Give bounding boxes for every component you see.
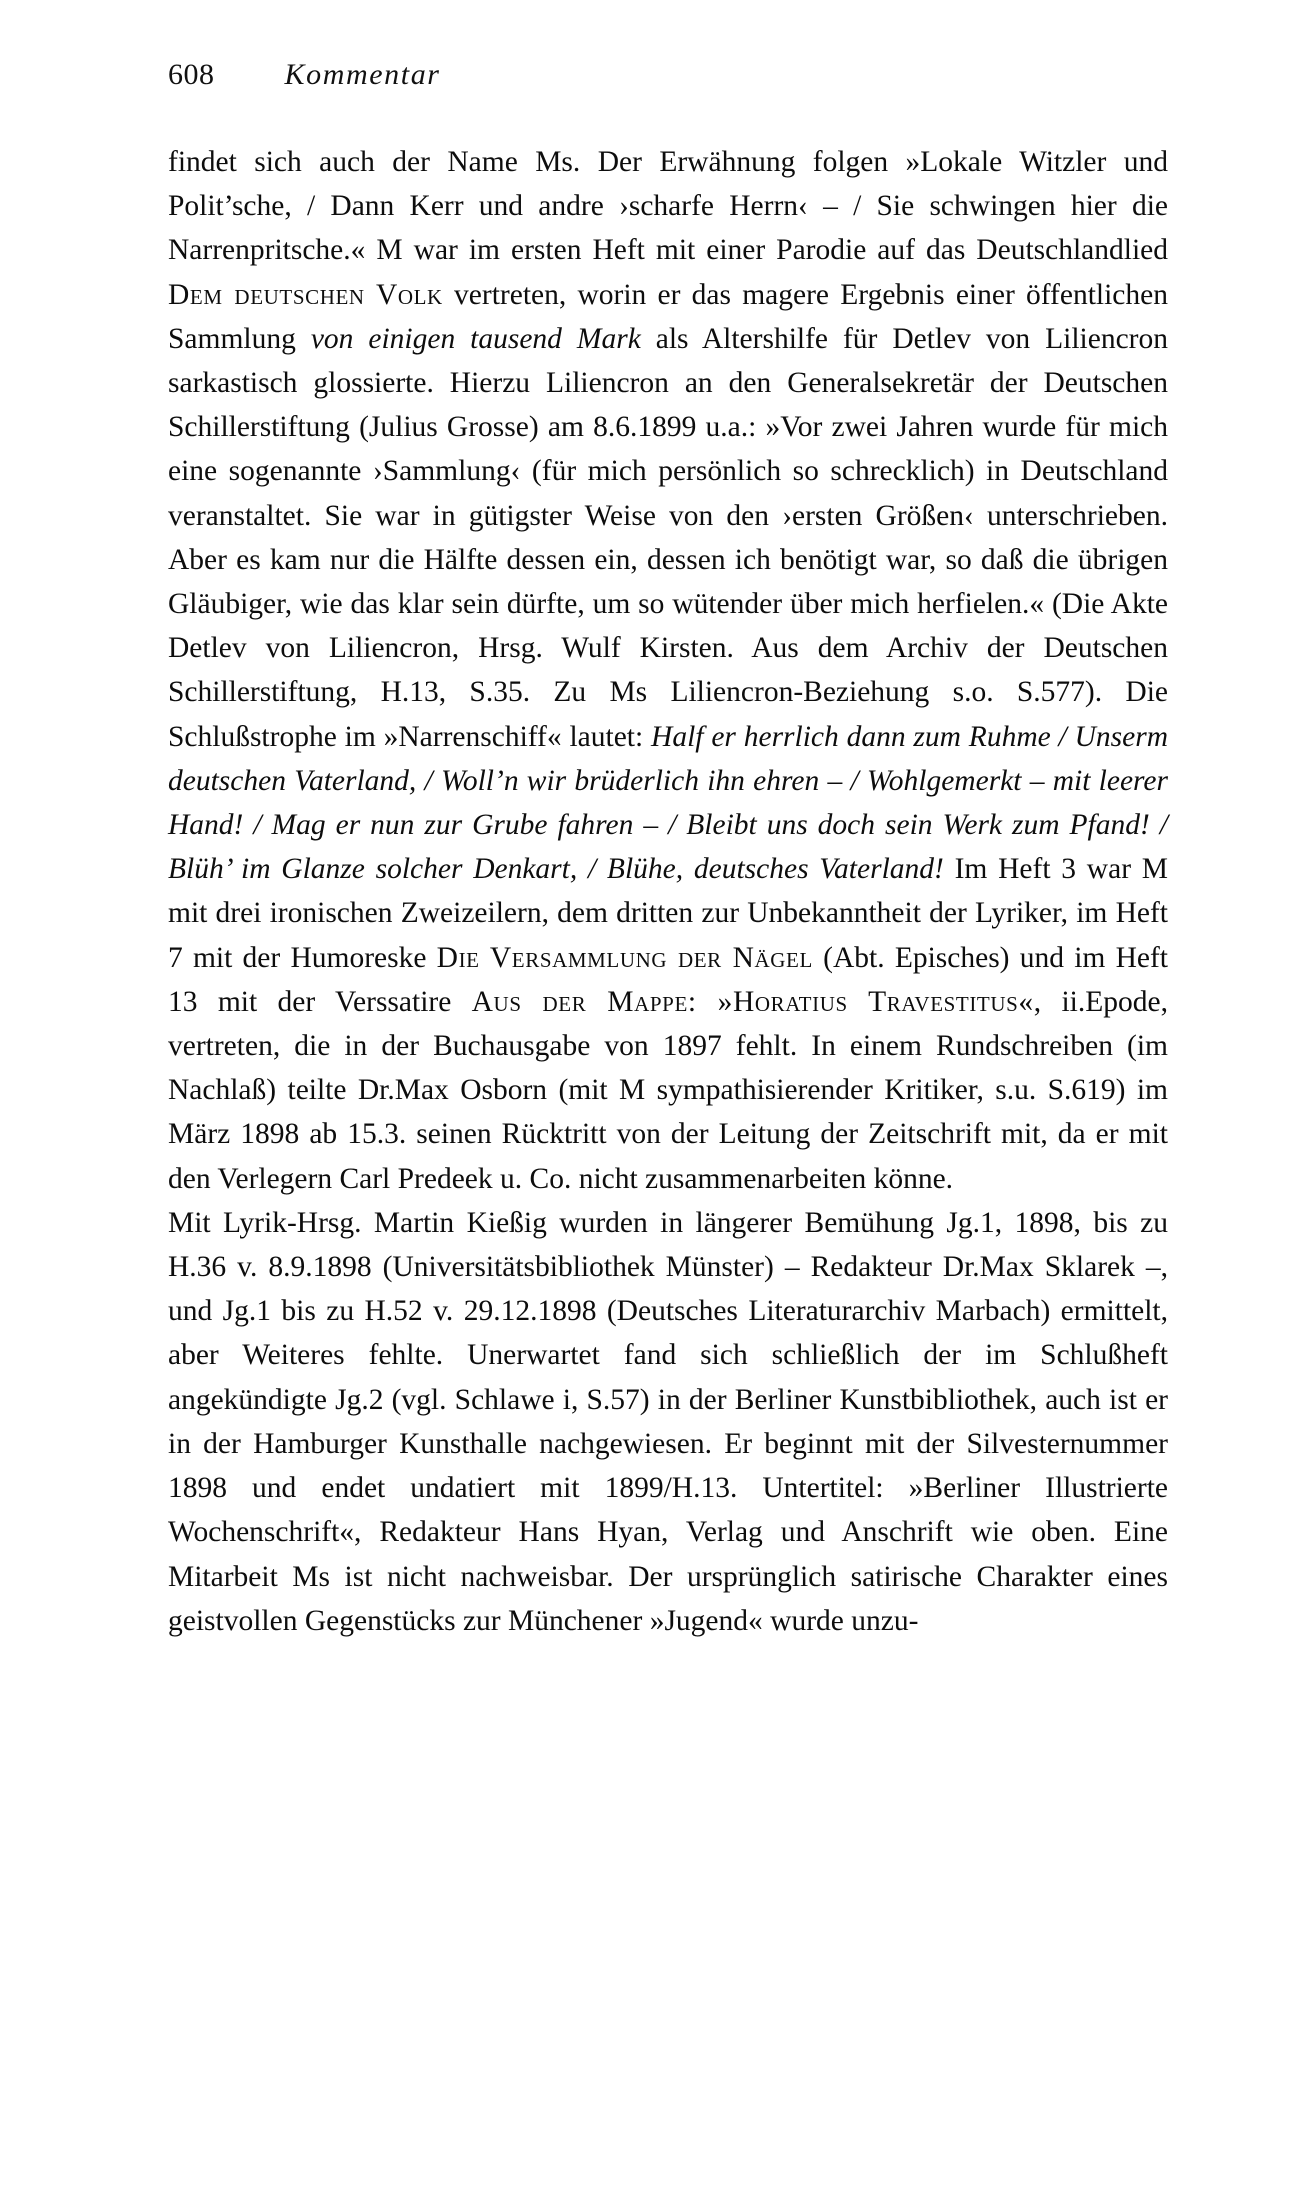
text-run: , ii.Epode, vertreten, die in der Buchausgabe von 1897 fehlt. In einem Rundschreiben (im Nachlaß) teilte Dr.Max Osborn (mit M sympathisierender Kritiker, s.u. S.619) im März 1898 ab 15.3. seinen Rücktritt von der Leitung der Zeitschrift mit, da er mit den Verlegern Carl Predeek u. Co. nicht zusammenarbeiten könne.: [168, 985, 1168, 1195]
text-run: Mit Lyrik-Hrsg. Martin Kießig wurden in längerer Bemühung Jg.1, 1898, bis zu H.36 v. 8.9.1898 (Universitätsbibliothek Münster) – Redakteur Dr.Max Sklarek –, und Jg.1 bis zu H.52 v. 29.12.1898 (Deutsches Literaturarchiv Marbach) ermittelt, aber Weiteres fehlte. Unerwartet fand sich schließlich der im Schlußheft angekündigte Jg.2 (vgl. Schlawe i, S.57) in der Berliner Kunstbibliothek, auch ist er in der Hamburger Kunsthalle nachgewiesen. Er beginnt mit der Silvesternummer 1898 und endet undatiert mit 1899/H.13. Untertitel: »Berliner Illustrierte Wochenschrift«, Redakteur Hans Hyan, Verlag und Anschrift wie oben. Eine Mitarbeit Ms ist nicht nachweisbar. Der ursprünglich satirische Charakter eines geistvollen Gegenstücks zur Münchener »Jugend« wurde unzu-: [168, 1206, 1168, 1637]
paragraph: [168, 140, 1168, 1201]
text-run: als Altershilfe für Detlev von Liliencron sarkastisch glossierte. Hierzu Liliencron an den Generalsekretär der Deutschen Schillerstiftung (Julius Grosse) am 8.6.1899 u.a.: »Vor zwei Jahren wurde für mich eine sogenannte ›Sammlung‹ (für mich persönlich so schrecklich) in Deutschland veranstaltet. Sie war in gütigster Weise von den ›ersten Größen‹ unterschrieben. Aber es kam nur die Hälfte dessen ein, dessen ich benötigt war, so daß die übrigen Gläubiger, wie das klar sein dürfte, um so wütender über mich herfielen.« (Die Akte Detlev von Liliencron, Hrsg. Wulf Kirsten. Aus dem Archiv der Deutschen Schillerstiftung, H.13, S.35. Zu Ms Liliencron-Beziehung s.o. S.577). Die Schlußstrophe im »Narrenschiff« lautet:: [168, 322, 1169, 753]
text-run: Im Heft 3 war M mit drei ironischen Zweizeilern, dem dritten zur Unbekanntheit der Lyriker, im Heft 7 mit der Humoreske: [168, 853, 1169, 974]
smallcaps-run: Aus der Mappe: »Horatius Travestitus«: [471, 985, 1034, 1018]
text-run: vertreten, worin er das magere Ergebnis einer öffentlichen Sammlung: [168, 278, 1168, 355]
running-head: Kommentar: [284, 58, 441, 91]
smallcaps-run: Dem deutschen Volk: [168, 278, 443, 311]
smallcaps-run: Die Versammlung der Nägel: [436, 941, 813, 974]
italic-run: Half er herrlich dann zum Ruhme / Unserm deutschen Vaterland, / Woll’n wir brüderlich ihn ehren – / Wohlgemerkt – mit leerer Hand! / Mag er nun zur Grube fahren – / Bleibt uns doch sein Werk zum Pfand! / Blüh’ im Glanze solcher Denkart, / Blühe, deutsches Vaterland!: [168, 720, 1168, 886]
paragraph: [168, 1201, 1168, 1643]
text-run: findet sich auch der Name Ms. Der Erwähnung folgen »Lokale Witzler und Polit’sche, / Dann Kerr und andre ›scharfe Herrn‹ – / Sie schwingen hier die Narrenpritsche.« M war im ersten Heft mit einer Parodie auf das Deutschlandlied: [168, 146, 1168, 267]
text-run: (Abt. Episches) und im Heft 13 mit der Verssatire: [168, 941, 1168, 1018]
page-number: 608: [168, 58, 215, 91]
page-header: [168, 58, 1168, 92]
italic-run: von einigen tausend Mark: [310, 322, 641, 355]
body-text-column: [168, 140, 1168, 1643]
